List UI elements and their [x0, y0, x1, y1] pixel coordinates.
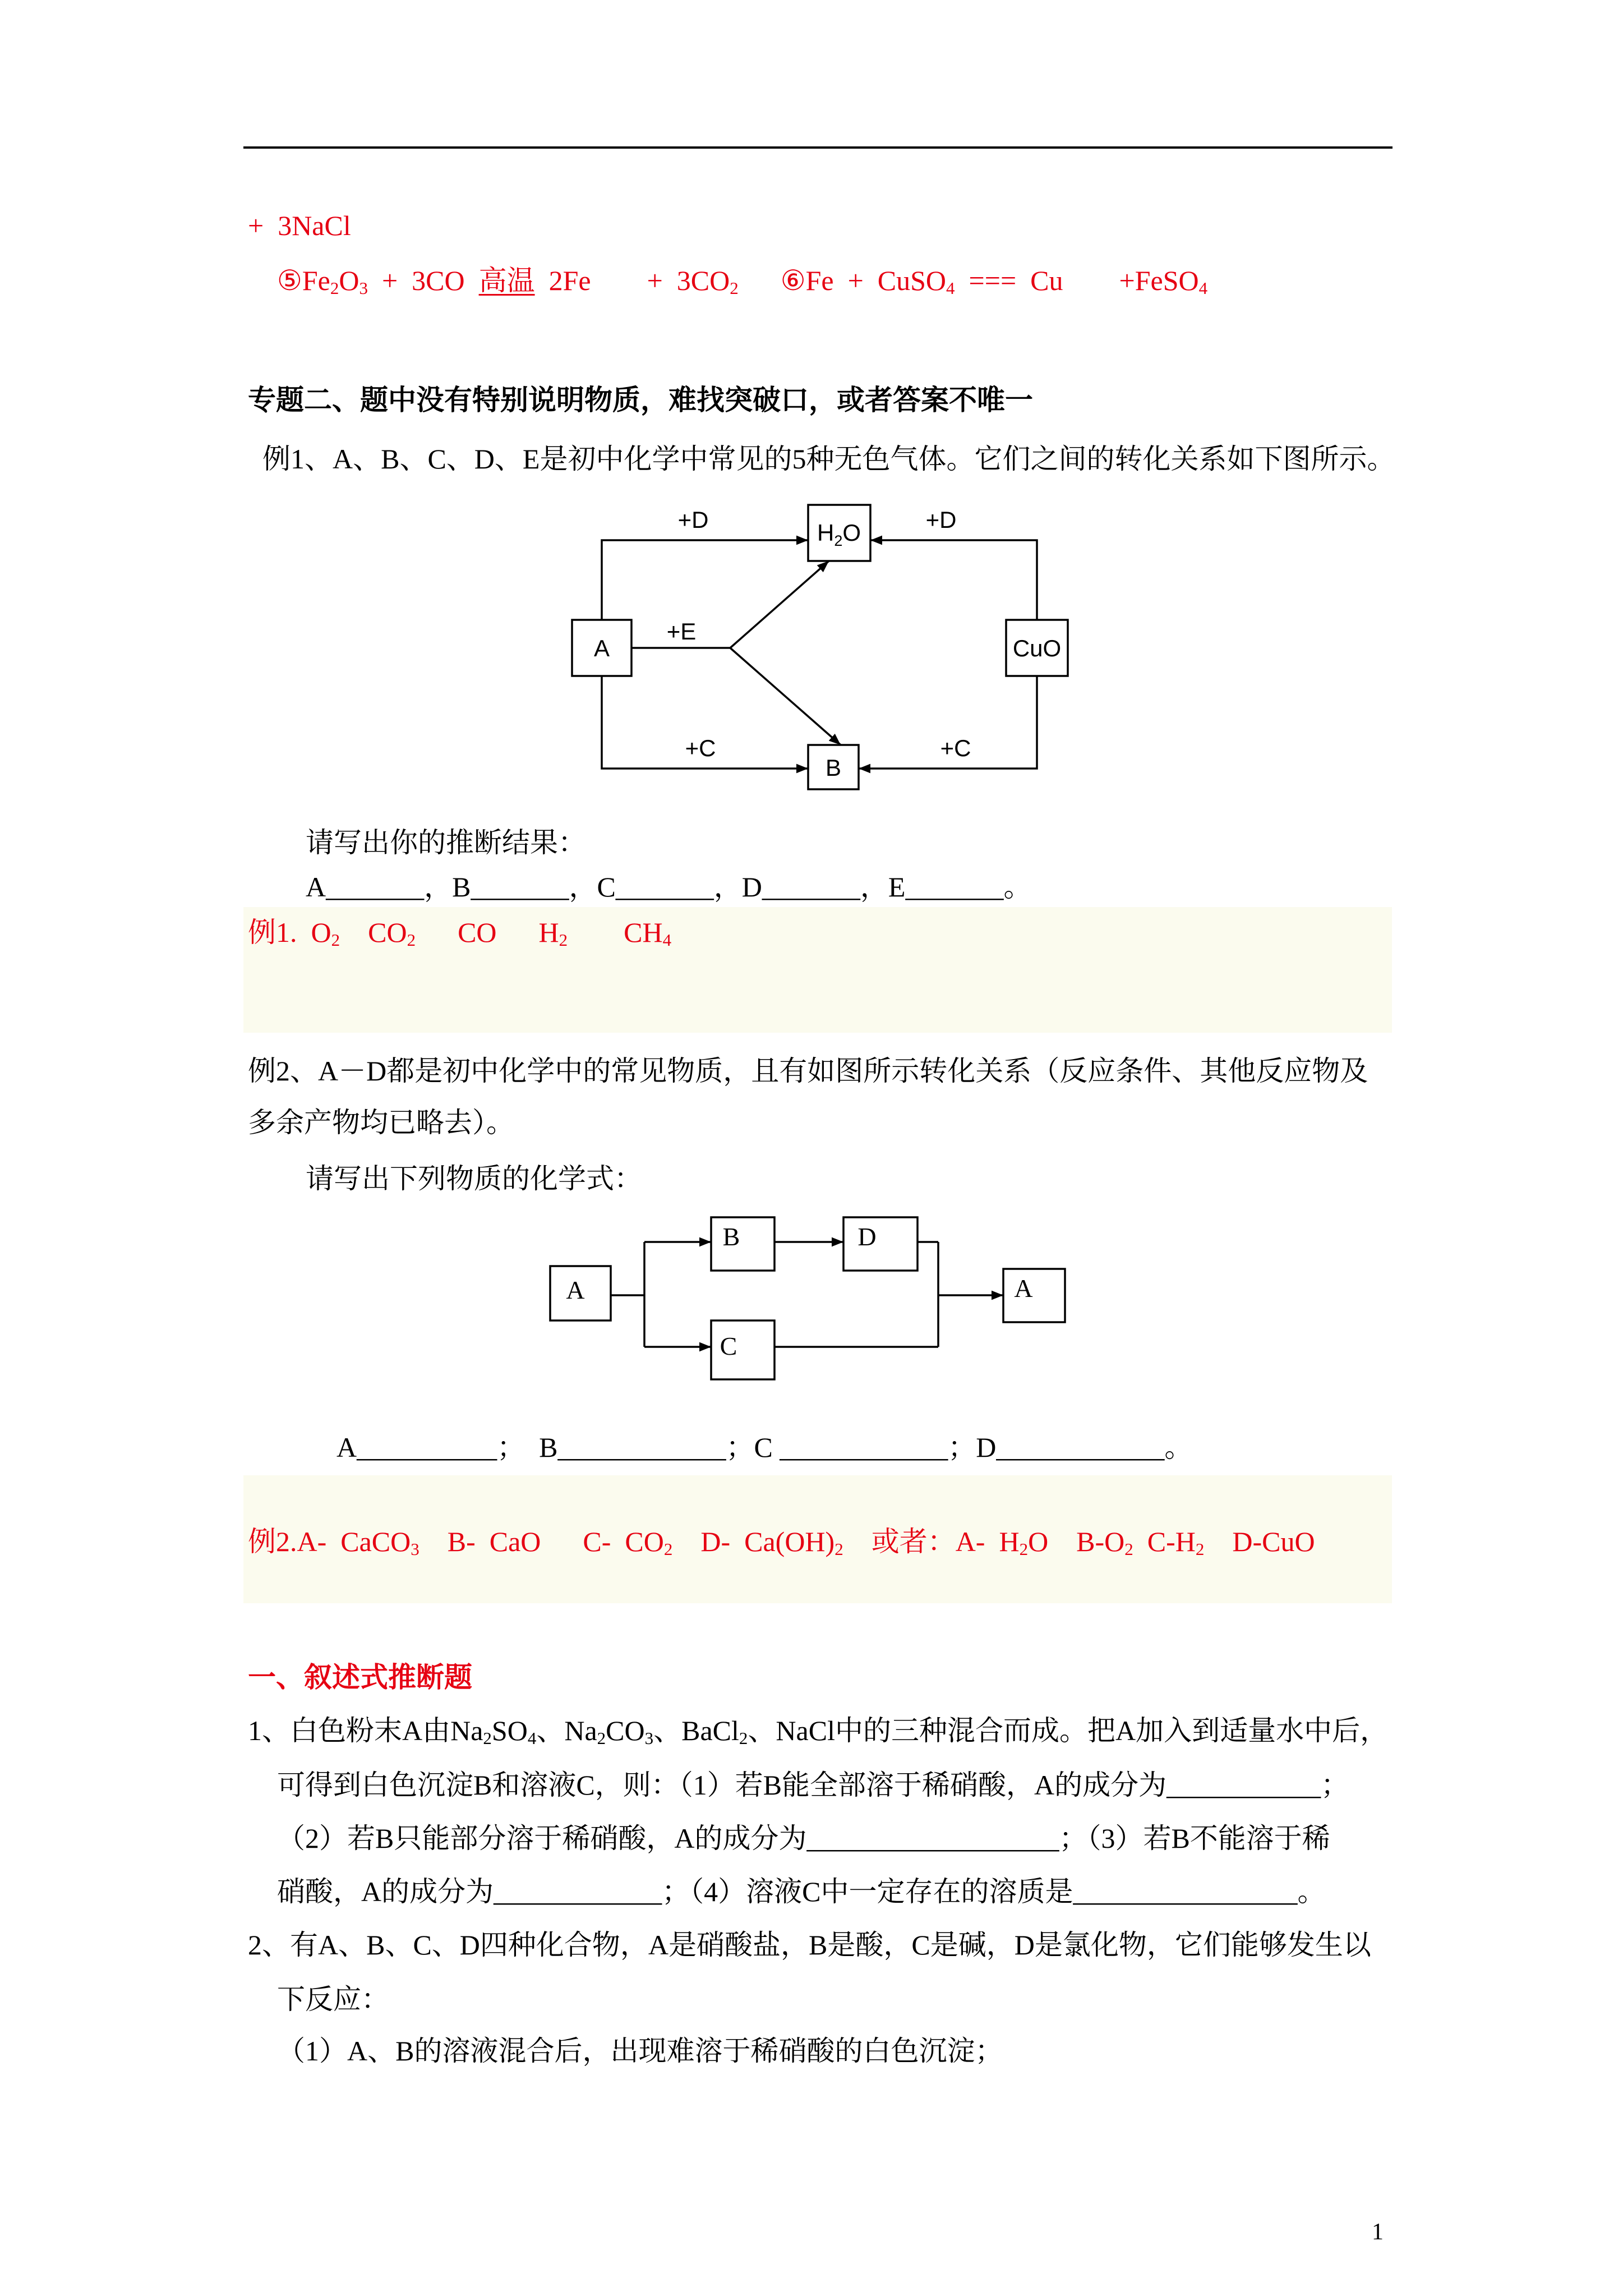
h2o-label-subscript: 2 [834, 532, 843, 549]
subscript: 3 [359, 278, 368, 298]
example2-answer-blanks: A__________； B____________；C ____________；D____________。 [336, 1432, 1193, 1463]
h2o-label-o: O [842, 519, 861, 546]
text-run: 例2.A- CaCO [248, 1526, 411, 1557]
subscript: 3 [411, 1539, 419, 1559]
subscript: 2 [330, 278, 339, 298]
section1-heading: 一、叙述式推断题 [248, 1662, 472, 1693]
d-box [843, 1217, 917, 1271]
b-box-label: B [722, 1222, 740, 1251]
example1-prompt: 例1、A、B、C、D、E是初中化学中常见的5种无色气体。它们之间的转化关系如下图所示。 [262, 443, 1395, 475]
text-run: === Cu +FeSO [955, 265, 1199, 296]
a-right-box-label: A [1014, 1274, 1033, 1303]
subscript: 4 [527, 1728, 537, 1748]
question2-line1: 2、有A、B、C、D四种化合物，A是硝酸盐，B是酸，C是碱，D是氯化物，它们能够发生以 [248, 1929, 1371, 1961]
c-box-label: C [720, 1332, 737, 1360]
subscript: 3 [644, 1728, 654, 1748]
subscript: 2 [663, 1539, 673, 1559]
header-rule [243, 146, 1393, 149]
h2o-label-h: H [817, 519, 834, 546]
subscript: 2 [407, 930, 416, 950]
example1-answer-blanks: A_______，B_______，C_______，D_______，E_______。 [306, 871, 1032, 903]
page-number: 1 [1372, 2219, 1384, 2245]
text-run: D- Ca(OH) [672, 1526, 835, 1557]
subscript: 2 [559, 930, 568, 950]
equation-line-5-6 [277, 264, 1207, 297]
label-top-right: +D [925, 507, 957, 533]
label-bottom-right: +C [940, 735, 971, 761]
subscript: 2 [834, 1539, 843, 1559]
question1-line4: 硝酸，A的成分为____________；（4）溶液C中一定存在的溶质是________________。 [277, 1876, 1326, 1907]
example2-instruction: 请写出下列物质的化学式： [306, 1163, 642, 1194]
subscript: 2 [730, 278, 739, 298]
topic2-heading: 专题二、题中没有特别说明物质，难找突破口，或者答案不唯一 [248, 384, 1033, 416]
text-run: CO [606, 1715, 645, 1746]
text-run: C-H [1133, 1526, 1196, 1557]
text-run: 2Fe + 3CO [534, 265, 730, 296]
text-run: + 3CO [367, 265, 479, 296]
question1-line3: （2）若B只能部分溶于稀硝酸，A的成分为__________________；（3）若B不能溶于稀 [277, 1823, 1330, 1854]
reaction-condition: 高温 [478, 265, 535, 296]
subscript: 2 [1019, 1539, 1029, 1559]
text-run: CO H [416, 917, 559, 948]
text-run: 或者：A- H [843, 1526, 1020, 1557]
text-run: CH [568, 917, 663, 948]
arrow-fork-to-h2o [730, 561, 829, 648]
label-middle: +E [666, 618, 697, 645]
subscript: 2 [597, 1728, 606, 1748]
subscript: 2 [739, 1728, 748, 1748]
example2-answer [248, 1525, 1315, 1558]
text-run: 例1. O [248, 917, 331, 948]
subscript: 4 [1198, 278, 1208, 298]
text-run: D-CuO [1204, 1526, 1315, 1557]
d-box-label: D [857, 1222, 877, 1251]
text-run: B- CaO C- CO [419, 1526, 664, 1557]
subscript: 2 [1124, 1539, 1133, 1559]
example1-answer [248, 915, 671, 949]
text-run: O B-O [1028, 1526, 1125, 1557]
example2-prompt-line1: 例2、A－D都是初中化学中的常见物质，且有如图所示转化关系（反应条件、其他反应物及 [248, 1055, 1368, 1087]
text-run: ⑤Fe [277, 265, 330, 296]
label-top-left: +D [677, 507, 709, 533]
text-run: CO [340, 917, 407, 948]
text-run: 、BaCl [653, 1715, 739, 1746]
subscript: 2 [1195, 1539, 1205, 1559]
arrow-a-to-h2o [602, 540, 808, 620]
text-run: ⑥Fe + CuSO [738, 265, 947, 296]
question1-line2: 可得到白色沉淀B和溶液C，则：（1）若B能全部溶于稀硝酸，A的成分为___________； [277, 1769, 1349, 1801]
label-bottom-left: +C [685, 735, 716, 761]
subscript: 2 [331, 930, 340, 950]
example1-diagram [561, 494, 1088, 797]
a-right-box [1003, 1269, 1065, 1322]
example2-prompt-line2: 多余产物均已略去）。 [248, 1107, 514, 1138]
cuo-box-label: CuO [1012, 635, 1062, 661]
example2-diagram [538, 1206, 1077, 1391]
text-run: O [339, 265, 359, 296]
text-run: 、Na [536, 1715, 597, 1746]
b-box-label: B [825, 754, 842, 781]
equation-line-nacl [248, 209, 351, 242]
subscript: 4 [946, 278, 955, 298]
example1-instruction: 请写出你的推断结果： [306, 827, 586, 858]
text-run: + 3NaCl [248, 210, 351, 241]
text-run: 1、白色粉末A由Na [248, 1715, 483, 1746]
text-run: SO [491, 1715, 528, 1746]
a-box-label: A [593, 635, 610, 661]
b-box [711, 1217, 774, 1271]
arrow-fork-to-b [730, 648, 841, 745]
subscript: 2 [483, 1728, 492, 1748]
subscript: 4 [662, 930, 672, 950]
question2-line3: （1）A、B的溶液混合后，出现难溶于稀硝酸的白色沉淀； [277, 2035, 1003, 2067]
text-run: 、NaCl中的三种混合而成。把A加入到适量水中后， [748, 1715, 1389, 1746]
question2-line2: 下反应： [277, 1984, 389, 2015]
question1-line1 [248, 1714, 1388, 1747]
arrow-cuo-to-h2o [870, 540, 1037, 620]
a-left-box-label: A [566, 1276, 585, 1304]
